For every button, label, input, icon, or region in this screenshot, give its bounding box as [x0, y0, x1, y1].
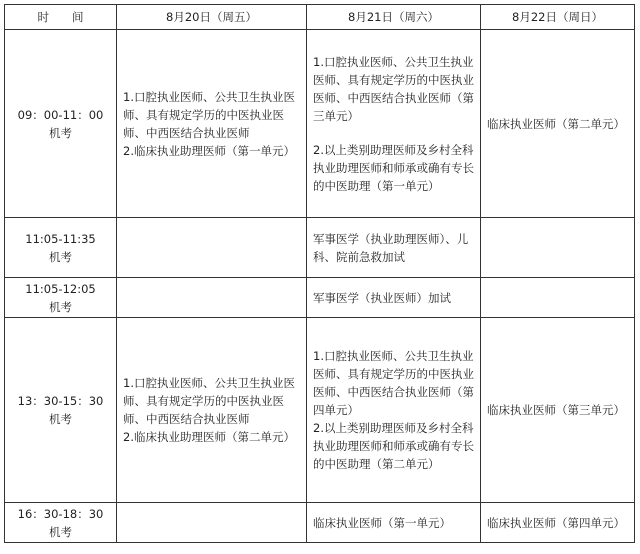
aug-20-cell [117, 503, 307, 543]
exam-item: 1.口腔执业医师、公共卫生执业医师、具有规定学历的中医执业医师、中西医结合执业医师 [123, 89, 295, 140]
exam-item: 1.口腔执业医师、公共卫生执业医师、具有规定学历的中医执业医师、中西医结合执业医师（第三单元） [313, 54, 474, 123]
exam-mode: 机考 [49, 125, 72, 140]
time-range: 11:05-11:35 [25, 231, 96, 246]
aug-21-cell [307, 318, 481, 503]
exam-item: 临床执业医师（第三单元） [487, 403, 625, 417]
aug-22-cell [481, 503, 635, 543]
aug-21-cell [307, 30, 481, 218]
aug-20-cell [117, 30, 307, 218]
time-range: 11:05-12:05 [25, 281, 96, 296]
aug-22-cell [481, 30, 635, 218]
header-time: 时 间 [5, 5, 117, 30]
exam-item: 军事医学（执业医师）加试 [313, 290, 451, 305]
time-range: 13：30-15：30 [17, 394, 104, 408]
aug-22-cell [481, 318, 635, 503]
header-aug-21: 8月21日（周六） [307, 5, 481, 30]
aug-21-cell [307, 218, 481, 278]
aug-22-cell [481, 218, 635, 278]
time-cell [5, 278, 117, 318]
exam-mode: 机考 [49, 524, 72, 539]
table-row [5, 30, 635, 218]
time-cell [5, 218, 117, 278]
header-row [5, 5, 635, 30]
aug-21-cell [307, 503, 481, 543]
time-cell [5, 30, 117, 218]
table-row [5, 278, 635, 318]
exam-item: 2.以上类别助理医师及乡村全科执业助理医师和师承或确有专长的中医助理（第一单元） [313, 142, 474, 193]
exam-item: 军事医学（执业助理医师）、儿科、院前急救加试 [313, 231, 469, 264]
aug-20-cell [117, 318, 307, 503]
exam-item: 临床执业医师（第四单元） [487, 515, 625, 530]
exam-item: 临床执业医师（第一单元） [313, 515, 451, 530]
header-aug-22: 8月22日（周日） [481, 5, 635, 30]
exam-mode: 机考 [49, 249, 72, 264]
time-range: 09：00-11：00 [17, 107, 104, 122]
header-aug-20: 8月20日（周五） [117, 5, 307, 30]
table-row [5, 318, 635, 503]
exam-schedule-table [4, 4, 635, 543]
aug-20-cell [117, 218, 307, 278]
exam-mode: 机考 [49, 299, 72, 314]
exam-item: 1.口腔执业医师、公共卫生执业医师、具有规定学历的中医执业医师、中西医结合执业医师（第四单元） [313, 349, 474, 417]
aug-22-cell [481, 278, 635, 318]
table-row [5, 218, 635, 278]
exam-item: 临床执业医师（第二单元） [487, 116, 625, 131]
exam-mode: 机考 [49, 412, 72, 426]
table-row [5, 503, 635, 543]
exam-item: 2.临床执业助理医师（第一单元） [123, 143, 295, 158]
exam-item: 2.临床执业助理医师（第二单元） [123, 430, 295, 444]
time-range: 16：30-18：30 [17, 506, 104, 521]
time-cell [5, 503, 117, 543]
exam-item: 2.以上类别助理医师及乡村全科执业助理医师和师承或确有专长的中医助理（第二单元） [313, 421, 474, 471]
exam-item: 1.口腔执业医师、公共卫生执业医师、具有规定学历的中医执业医师、中西医结合执业医师 [123, 376, 295, 426]
aug-20-cell [117, 278, 307, 318]
time-cell [5, 318, 117, 503]
aug-21-cell [307, 278, 481, 318]
